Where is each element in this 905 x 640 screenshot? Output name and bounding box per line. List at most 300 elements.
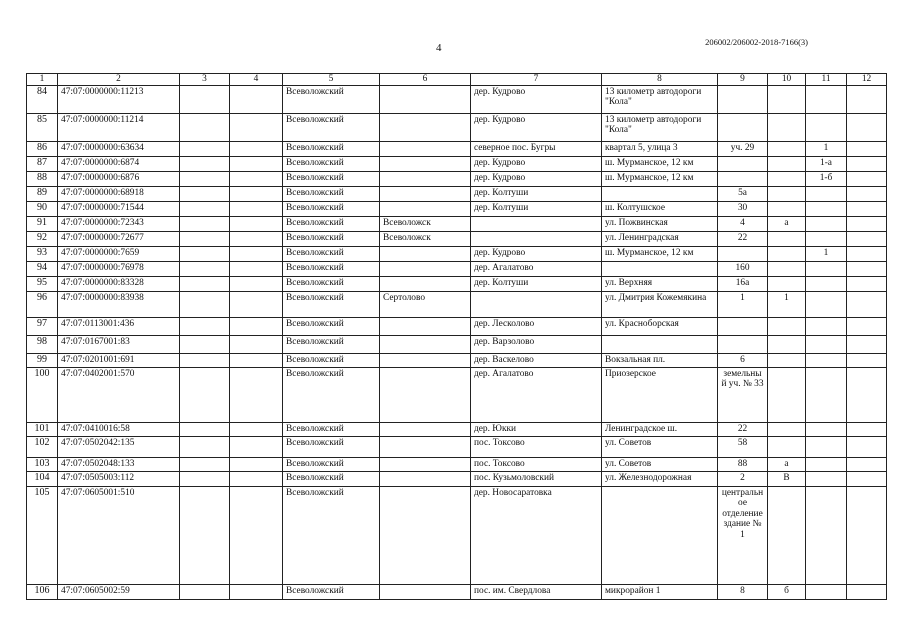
cell-col-2: 47:07:0000000:6876 bbox=[58, 171, 180, 186]
cell-col-12 bbox=[847, 141, 887, 156]
cell-col-7: дер. Колтуши bbox=[471, 201, 602, 216]
document-reference: 206002/206002-2018-7166(3) bbox=[705, 37, 808, 47]
cell-col-4 bbox=[230, 201, 283, 216]
cell-col-9: 6 bbox=[718, 353, 768, 367]
cell-col-2: 47:07:0000000:83938 bbox=[58, 291, 180, 317]
cell-col-9: 22 bbox=[718, 231, 768, 246]
cell-col-10 bbox=[768, 171, 806, 186]
cell-col-10 bbox=[768, 113, 806, 141]
cell-col-1: 87 bbox=[27, 156, 58, 171]
cell-col-11 bbox=[806, 486, 847, 584]
cell-col-12 bbox=[847, 216, 887, 231]
cell-col-3 bbox=[180, 216, 230, 231]
cell-col-5: Всеволожский bbox=[283, 156, 380, 171]
column-header: 3 bbox=[180, 74, 230, 86]
column-header: 4 bbox=[230, 74, 283, 86]
column-header: 6 bbox=[380, 74, 471, 86]
cell-col-5: Всеволожский bbox=[283, 246, 380, 261]
cell-col-8: ул. Советов bbox=[602, 436, 718, 457]
cell-col-10: а bbox=[768, 216, 806, 231]
cell-col-4 bbox=[230, 171, 283, 186]
cell-col-7 bbox=[471, 231, 602, 246]
table-row bbox=[27, 317, 887, 335]
cell-col-10 bbox=[768, 367, 806, 422]
cell-col-2: 47:07:0000000:83328 bbox=[58, 276, 180, 291]
cell-col-2: 47:07:0000000:68918 bbox=[58, 186, 180, 201]
cell-col-5: Всеволожский bbox=[283, 171, 380, 186]
cell-col-5: Всеволожский bbox=[283, 216, 380, 231]
cell-col-8: ш. Мурманское, 12 км bbox=[602, 246, 718, 261]
cell-col-7 bbox=[471, 291, 602, 317]
cell-col-6 bbox=[380, 246, 471, 261]
cell-col-4 bbox=[230, 471, 283, 486]
cell-col-7: дер. Юкки bbox=[471, 422, 602, 436]
cell-col-3 bbox=[180, 246, 230, 261]
cell-col-8: ул. Верхняя bbox=[602, 276, 718, 291]
cell-col-10: В bbox=[768, 471, 806, 486]
cell-col-8: ш. Колтушское bbox=[602, 201, 718, 216]
cell-col-5: Всеволожский bbox=[283, 186, 380, 201]
table-row bbox=[27, 246, 887, 261]
cell-col-7: дер. Васкелово bbox=[471, 353, 602, 367]
cell-col-6 bbox=[380, 436, 471, 457]
cell-col-3 bbox=[180, 367, 230, 422]
cell-col-5: Всеволожский bbox=[283, 201, 380, 216]
cell-col-6 bbox=[380, 367, 471, 422]
cell-col-2: 47:07:0000000:72343 bbox=[58, 216, 180, 231]
cell-col-4 bbox=[230, 335, 283, 353]
cell-col-6 bbox=[380, 353, 471, 367]
cell-col-10 bbox=[768, 201, 806, 216]
cell-col-1: 97 bbox=[27, 317, 58, 335]
cell-col-1: 92 bbox=[27, 231, 58, 246]
cell-col-12 bbox=[847, 471, 887, 486]
cell-col-11: 1-а bbox=[806, 156, 847, 171]
cell-col-1: 99 bbox=[27, 353, 58, 367]
cell-col-7: северное пос. Бугры bbox=[471, 141, 602, 156]
cell-col-12 bbox=[847, 276, 887, 291]
cell-col-12 bbox=[847, 422, 887, 436]
cell-col-10 bbox=[768, 353, 806, 367]
cell-col-3 bbox=[180, 335, 230, 353]
cell-col-8: ул. Советов bbox=[602, 457, 718, 471]
cell-col-11 bbox=[806, 186, 847, 201]
cell-col-11 bbox=[806, 436, 847, 457]
cell-col-9: 2 bbox=[718, 471, 768, 486]
cell-col-9: 1 bbox=[718, 291, 768, 317]
cell-col-8: Приозерское bbox=[602, 367, 718, 422]
cell-col-4 bbox=[230, 276, 283, 291]
column-header: 9 bbox=[718, 74, 768, 86]
column-number-row bbox=[27, 74, 887, 86]
table-row bbox=[27, 291, 887, 317]
cell-col-9: 58 bbox=[718, 436, 768, 457]
cell-col-8: квартал 5, улица 3 bbox=[602, 141, 718, 156]
cell-col-9: уч. 29 bbox=[718, 141, 768, 156]
cell-col-1: 91 bbox=[27, 216, 58, 231]
cell-col-11 bbox=[806, 231, 847, 246]
cell-col-3 bbox=[180, 291, 230, 317]
cell-col-4 bbox=[230, 317, 283, 335]
cell-col-5: Всеволожский bbox=[283, 113, 380, 141]
cell-col-8: микрорайон 1 bbox=[602, 584, 718, 599]
cell-col-9: 30 bbox=[718, 201, 768, 216]
cell-col-1: 103 bbox=[27, 457, 58, 471]
cell-col-10 bbox=[768, 422, 806, 436]
cell-col-7: дер. Новосаратовка bbox=[471, 486, 602, 584]
cell-col-1: 90 bbox=[27, 201, 58, 216]
cell-col-4 bbox=[230, 291, 283, 317]
cell-col-9: 22 bbox=[718, 422, 768, 436]
cell-col-12 bbox=[847, 201, 887, 216]
table-row bbox=[27, 201, 887, 216]
cell-col-2: 47:07:0113001:436 bbox=[58, 317, 180, 335]
cell-col-12 bbox=[847, 584, 887, 599]
table-row bbox=[27, 113, 887, 141]
cell-col-6 bbox=[380, 457, 471, 471]
cell-col-11: 1 bbox=[806, 141, 847, 156]
cell-col-5: Всеволожский bbox=[283, 231, 380, 246]
cell-col-4 bbox=[230, 85, 283, 113]
cell-col-2: 47:07:0000000:76978 bbox=[58, 261, 180, 276]
cell-col-5: Всеволожский bbox=[283, 317, 380, 335]
cell-col-12 bbox=[847, 335, 887, 353]
column-header: 8 bbox=[602, 74, 718, 86]
cell-col-5: Всеволожский bbox=[283, 85, 380, 113]
cell-col-3 bbox=[180, 156, 230, 171]
cell-col-6 bbox=[380, 584, 471, 599]
cell-col-4 bbox=[230, 367, 283, 422]
table-row bbox=[27, 471, 887, 486]
cell-col-1: 93 bbox=[27, 246, 58, 261]
cell-col-2: 47:07:0410016:58 bbox=[58, 422, 180, 436]
cell-col-8 bbox=[602, 486, 718, 584]
cell-col-8: ул. Пожвинская bbox=[602, 216, 718, 231]
cell-col-3 bbox=[180, 422, 230, 436]
cell-col-6 bbox=[380, 486, 471, 584]
cell-col-7: дер. Агалатово bbox=[471, 261, 602, 276]
cell-col-2: 47:07:0000000:71544 bbox=[58, 201, 180, 216]
cell-col-5: Всеволожский bbox=[283, 367, 380, 422]
cell-col-9 bbox=[718, 113, 768, 141]
cell-col-6 bbox=[380, 276, 471, 291]
table-row bbox=[27, 486, 887, 584]
cell-col-1: 86 bbox=[27, 141, 58, 156]
cell-col-6 bbox=[380, 335, 471, 353]
cell-col-11 bbox=[806, 291, 847, 317]
cell-col-1: 106 bbox=[27, 584, 58, 599]
cell-col-11 bbox=[806, 457, 847, 471]
cell-col-2: 47:07:0505003:112 bbox=[58, 471, 180, 486]
cell-col-9 bbox=[718, 246, 768, 261]
cell-col-3 bbox=[180, 353, 230, 367]
cell-col-11: 1 bbox=[806, 246, 847, 261]
cell-col-2: 47:07:0502048:133 bbox=[58, 457, 180, 471]
cell-col-1: 104 bbox=[27, 471, 58, 486]
cell-col-7: дер. Кудрово bbox=[471, 113, 602, 141]
cell-col-5: Всеволожский bbox=[283, 471, 380, 486]
column-header: 5 bbox=[283, 74, 380, 86]
table-row bbox=[27, 584, 887, 599]
cell-col-6 bbox=[380, 471, 471, 486]
cell-col-2: 47:07:0605001:510 bbox=[58, 486, 180, 584]
cell-col-10: 1 bbox=[768, 291, 806, 317]
cell-col-7: дер. Кудрово bbox=[471, 171, 602, 186]
cell-col-3 bbox=[180, 141, 230, 156]
cell-col-2: 47:07:0000000:72677 bbox=[58, 231, 180, 246]
cell-col-10: а bbox=[768, 457, 806, 471]
cell-col-3 bbox=[180, 276, 230, 291]
cell-col-5: Всеволожский bbox=[283, 457, 380, 471]
cell-col-11: 1-б bbox=[806, 171, 847, 186]
cell-col-1: 94 bbox=[27, 261, 58, 276]
cell-col-1: 84 bbox=[27, 85, 58, 113]
cell-col-1: 102 bbox=[27, 436, 58, 457]
cell-col-6 bbox=[380, 317, 471, 335]
cell-col-4 bbox=[230, 231, 283, 246]
cell-col-10 bbox=[768, 317, 806, 335]
cell-col-5: Всеволожский bbox=[283, 276, 380, 291]
cell-col-5: Всеволожский bbox=[283, 436, 380, 457]
cell-col-6 bbox=[380, 141, 471, 156]
cell-col-10 bbox=[768, 231, 806, 246]
cell-col-5: Всеволожский bbox=[283, 335, 380, 353]
cell-col-2: 47:07:0201001:691 bbox=[58, 353, 180, 367]
cell-col-12 bbox=[847, 85, 887, 113]
cell-col-9 bbox=[718, 335, 768, 353]
cell-col-3 bbox=[180, 436, 230, 457]
cell-col-9 bbox=[718, 156, 768, 171]
cell-col-11 bbox=[806, 317, 847, 335]
cell-col-4 bbox=[230, 486, 283, 584]
cell-col-1: 89 bbox=[27, 186, 58, 201]
cell-col-10 bbox=[768, 156, 806, 171]
cell-col-3 bbox=[180, 584, 230, 599]
table-row bbox=[27, 186, 887, 201]
table-row bbox=[27, 457, 887, 471]
cell-col-12 bbox=[847, 317, 887, 335]
cell-col-6 bbox=[380, 156, 471, 171]
cell-col-8: Ленинградское ш. bbox=[602, 422, 718, 436]
cell-col-1: 96 bbox=[27, 291, 58, 317]
cell-col-10 bbox=[768, 85, 806, 113]
cell-col-8: ш. Мурманское, 12 км bbox=[602, 171, 718, 186]
table-row bbox=[27, 436, 887, 457]
cell-col-9: 16а bbox=[718, 276, 768, 291]
cell-col-10 bbox=[768, 141, 806, 156]
cell-col-8 bbox=[602, 335, 718, 353]
cell-col-8: ш. Мурманское, 12 км bbox=[602, 156, 718, 171]
cell-col-7: дер. Колтуши bbox=[471, 276, 602, 291]
table-row bbox=[27, 156, 887, 171]
cell-col-11 bbox=[806, 353, 847, 367]
cell-col-5: Всеволожский bbox=[283, 261, 380, 276]
cell-col-7: дер. Варзолово bbox=[471, 335, 602, 353]
cell-col-6 bbox=[380, 422, 471, 436]
cell-col-9: 160 bbox=[718, 261, 768, 276]
cell-col-12 bbox=[847, 457, 887, 471]
cell-col-12 bbox=[847, 261, 887, 276]
cell-col-9: 88 bbox=[718, 457, 768, 471]
cell-col-1: 95 bbox=[27, 276, 58, 291]
cell-col-11 bbox=[806, 335, 847, 353]
cell-col-9 bbox=[718, 317, 768, 335]
cell-col-4 bbox=[230, 436, 283, 457]
table-row bbox=[27, 261, 887, 276]
cell-col-12 bbox=[847, 231, 887, 246]
cell-col-10 bbox=[768, 186, 806, 201]
cell-col-11 bbox=[806, 201, 847, 216]
cell-col-3 bbox=[180, 261, 230, 276]
cell-col-6 bbox=[380, 261, 471, 276]
cell-col-4 bbox=[230, 113, 283, 141]
cell-col-6 bbox=[380, 85, 471, 113]
register-table bbox=[26, 73, 887, 600]
cell-col-9: 4 bbox=[718, 216, 768, 231]
cell-col-1: 101 bbox=[27, 422, 58, 436]
cell-col-11 bbox=[806, 276, 847, 291]
cell-col-2: 47:07:0000000:6874 bbox=[58, 156, 180, 171]
cell-col-9: центральное отделение здание № 1 bbox=[718, 486, 768, 584]
cell-col-3 bbox=[180, 317, 230, 335]
cell-col-7: дер. Колтуши bbox=[471, 186, 602, 201]
cell-col-4 bbox=[230, 457, 283, 471]
cell-col-4 bbox=[230, 422, 283, 436]
cell-col-8 bbox=[602, 186, 718, 201]
cell-col-10: б bbox=[768, 584, 806, 599]
column-header: 1 bbox=[27, 74, 58, 86]
cell-col-6 bbox=[380, 113, 471, 141]
cell-col-4 bbox=[230, 246, 283, 261]
cell-col-4 bbox=[230, 186, 283, 201]
cell-col-1: 98 bbox=[27, 335, 58, 353]
cell-col-1: 88 bbox=[27, 171, 58, 186]
cell-col-5: Всеволожский bbox=[283, 353, 380, 367]
cell-col-11 bbox=[806, 584, 847, 599]
column-header: 12 bbox=[847, 74, 887, 86]
table-row bbox=[27, 216, 887, 231]
cell-col-12 bbox=[847, 246, 887, 261]
cell-col-7: пос. Кузьмоловский bbox=[471, 471, 602, 486]
cell-col-8: Вокзальная пл. bbox=[602, 353, 718, 367]
cell-col-7: дер. Лесколово bbox=[471, 317, 602, 335]
cell-col-7: дер. Кудрово bbox=[471, 85, 602, 113]
cell-col-9 bbox=[718, 171, 768, 186]
cell-col-9: земельный уч. № 33 bbox=[718, 367, 768, 422]
cell-col-3 bbox=[180, 171, 230, 186]
cell-col-1: 105 bbox=[27, 486, 58, 584]
table-row bbox=[27, 335, 887, 353]
table-row bbox=[27, 353, 887, 367]
cell-col-10 bbox=[768, 486, 806, 584]
cell-col-6: Всеволожск bbox=[380, 231, 471, 246]
cell-col-2: 47:07:0605002:59 bbox=[58, 584, 180, 599]
cell-col-5: Всеволожский bbox=[283, 486, 380, 584]
cell-col-10 bbox=[768, 261, 806, 276]
cell-col-9 bbox=[718, 85, 768, 113]
cell-col-3 bbox=[180, 471, 230, 486]
cell-col-2: 47:07:0000000:63634 bbox=[58, 141, 180, 156]
cell-col-3 bbox=[180, 486, 230, 584]
cell-col-3 bbox=[180, 113, 230, 141]
page-number: 4 bbox=[436, 42, 442, 54]
table-row bbox=[27, 276, 887, 291]
cell-col-12 bbox=[847, 436, 887, 457]
cell-col-12 bbox=[847, 291, 887, 317]
cell-col-5: Всеволожский bbox=[283, 141, 380, 156]
cell-col-7 bbox=[471, 216, 602, 231]
cell-col-6: Всеволожск bbox=[380, 216, 471, 231]
cell-col-4 bbox=[230, 584, 283, 599]
cell-col-12 bbox=[847, 171, 887, 186]
cell-col-7: пос. Токсово bbox=[471, 457, 602, 471]
cell-col-1: 85 bbox=[27, 113, 58, 141]
cell-col-9: 5а bbox=[718, 186, 768, 201]
cell-col-6 bbox=[380, 171, 471, 186]
cell-col-11 bbox=[806, 113, 847, 141]
cell-col-7: дер. Кудрово bbox=[471, 246, 602, 261]
cell-col-3 bbox=[180, 201, 230, 216]
cell-col-11 bbox=[806, 85, 847, 113]
cell-col-7: дер. Кудрово bbox=[471, 156, 602, 171]
cell-col-4 bbox=[230, 216, 283, 231]
cell-col-4 bbox=[230, 353, 283, 367]
cell-col-12 bbox=[847, 156, 887, 171]
cell-col-2: 47:07:0402001:570 bbox=[58, 367, 180, 422]
table-row bbox=[27, 141, 887, 156]
cell-col-6 bbox=[380, 186, 471, 201]
cell-col-12 bbox=[847, 113, 887, 141]
cell-col-8: ул. Красноборская bbox=[602, 317, 718, 335]
table-row bbox=[27, 422, 887, 436]
cell-col-11 bbox=[806, 367, 847, 422]
cell-col-7: пос. им. Свердлова bbox=[471, 584, 602, 599]
cell-col-12 bbox=[847, 367, 887, 422]
cell-col-12 bbox=[847, 353, 887, 367]
cell-col-1: 100 bbox=[27, 367, 58, 422]
cell-col-4 bbox=[230, 261, 283, 276]
cell-col-8: 13 километр автодороги "Кола" bbox=[602, 113, 718, 141]
cell-col-4 bbox=[230, 141, 283, 156]
cell-col-3 bbox=[180, 85, 230, 113]
cell-col-2: 47:07:0167001:83 bbox=[58, 335, 180, 353]
cell-col-2: 47:07:0000000:11214 bbox=[58, 113, 180, 141]
cell-col-8 bbox=[602, 261, 718, 276]
cell-col-7: пос. Токсово bbox=[471, 436, 602, 457]
cell-col-6: Сертолово bbox=[380, 291, 471, 317]
cell-col-11 bbox=[806, 216, 847, 231]
cell-col-10 bbox=[768, 335, 806, 353]
cell-col-9: 8 bbox=[718, 584, 768, 599]
cell-col-12 bbox=[847, 186, 887, 201]
cell-col-8: ул. Ленинградская bbox=[602, 231, 718, 246]
cell-col-12 bbox=[847, 486, 887, 584]
column-header: 11 bbox=[806, 74, 847, 86]
cell-col-8: ул. Железнодорожная bbox=[602, 471, 718, 486]
cell-col-4 bbox=[230, 156, 283, 171]
cell-col-10 bbox=[768, 246, 806, 261]
column-header: 2 bbox=[58, 74, 180, 86]
column-header: 10 bbox=[768, 74, 806, 86]
cell-col-11 bbox=[806, 261, 847, 276]
cell-col-2: 47:07:0502042:135 bbox=[58, 436, 180, 457]
cell-col-10 bbox=[768, 436, 806, 457]
table-row bbox=[27, 367, 887, 422]
table-row bbox=[27, 171, 887, 186]
cell-col-11 bbox=[806, 471, 847, 486]
cell-col-7: дер. Агалатово bbox=[471, 367, 602, 422]
cell-col-5: Всеволожский bbox=[283, 422, 380, 436]
